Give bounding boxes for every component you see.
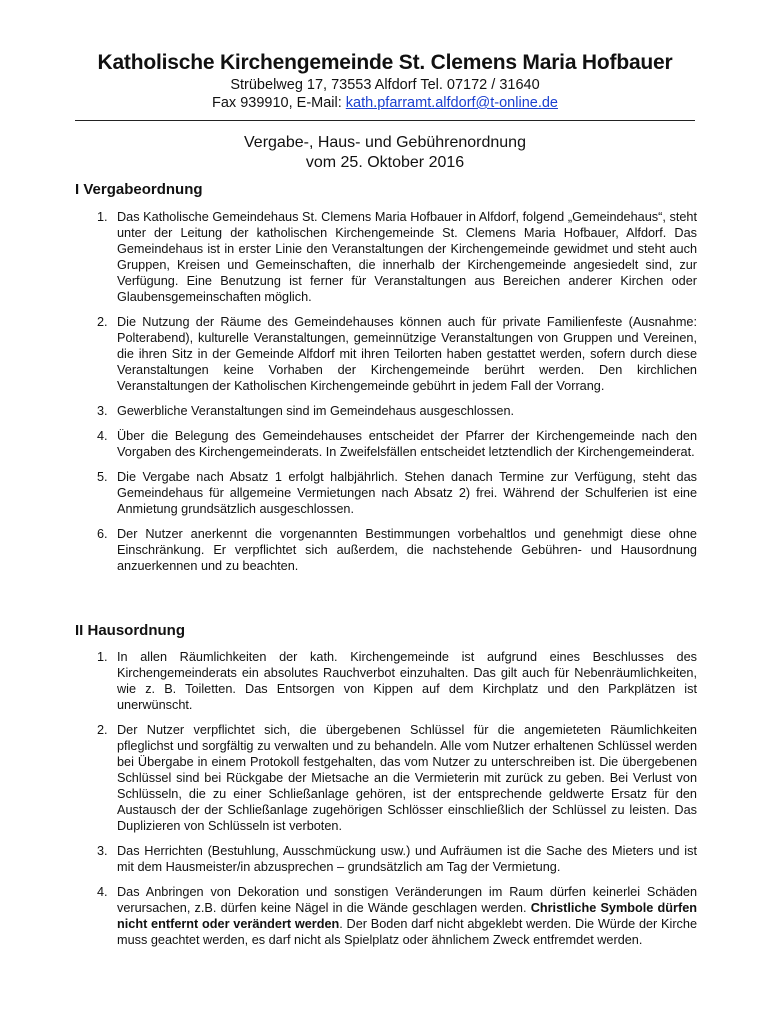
vergabeordnung-list <box>75 209 697 583</box>
document-title <box>75 133 695 173</box>
list-item <box>75 526 697 574</box>
item-number: 1. <box>97 210 108 224</box>
item-text: Das Katholische Gemeindehaus St. Clemens Maria Hofbauer in Alfdorf, folgend „Gemeindehaus“, steht unter der Leitung der katholischen Kirchengemeinde St. Clemens Maria Hofbauer, Alfdorf. Das Gemeindehaus ist in erster Linie den Veranstaltungen der Kirchengemeinde gewidmet und steht auch Gruppen, Kreisen und Gemeinschaften, die innerhalb der Kirchengemeinde angesiedelt sind, zur Verfügung. Eine Benutzung ist ferner für Veranstaltungen aus Bereichen anderer Kirchen oder Glaubensgemeinschaften möglich. <box>117 210 697 304</box>
item-number: 2. <box>97 315 108 329</box>
list-item <box>75 469 697 517</box>
item-number: 5. <box>97 470 108 484</box>
item-number: 1. <box>97 650 108 664</box>
list-item <box>75 649 697 713</box>
list-item <box>75 314 697 394</box>
item-text: Gewerbliche Veranstaltungen sind im Gemeindehaus ausgeschlossen. <box>117 404 515 418</box>
header-divider <box>75 120 695 121</box>
address-line: Strübelweg 17, 73553 Alfdorf Tel. 07172 / 31640 <box>230 77 540 93</box>
contact-line <box>75 94 695 112</box>
item-text: Über die Belegung des Gemeindehauses entscheidet der Pfarrer der Kirchengemeinde nach den Vorgaben des Kirchengemeinderats. In Zweifelsfällen entscheidet letztendlich der Kirchengemeinderat. <box>117 429 697 459</box>
item-text: In allen Räumlichkeiten der kath. Kirchengemeinde ist aufgrund eines Beschlusses des Kirchengemeinderats ein absolutes Rauchverbot einzuhalten. Das gilt auch für Nebenräumlichkeiten, wie z. B. Toiletten. Das Entsorgen von Kippen auf dem Kirchplatz und den Parkplätzen ist unerwünscht. <box>117 650 697 712</box>
list-item <box>75 843 697 875</box>
item-text-after: . Der Boden darf nicht abgeklebt werden. Die Würde der Kirche muss geachtet werden, es darf nicht als Spielplatz oder ähnlichem Zweck entfremdet werden. <box>117 917 697 947</box>
list-item <box>75 403 697 419</box>
item-text: Das Herrichten (Bestuhlung, Ausschmückung usw.) und Aufräumen ist die Sache des Mieters und ist mit dem Hausmeister/in abzusprechen – grundsätzlich am Tag der Vermietung. <box>117 844 697 874</box>
item-text: Die Vergabe nach Absatz 1 erfolgt halbjährlich. Stehen danach Termine zur Verfügung, steht das Gemeindehaus für allgemeine Vermietungen nach Absatz 2) frei. Während der Schulferien ist eine Anmietung grundsätzlich ausgeschlossen. <box>117 470 697 516</box>
item-number: 3. <box>97 844 108 858</box>
item-text: Die Nutzung der Räume des Gemeindehauses können auch für private Familienfeste (Ausnahme: Polterabend), kulturelle Veranstaltungen, gemeinnützige Veranstaltungen von Gruppen und Vereinen, die ihren Sitz in der Gemeinde Alfdorf mit ihren Teilorten haben gestattet werden, sofern durch diese Veranstaltungen keine Vorhaben der Kirchengemeinde berührt werden. Den kirchlichen Veranstaltungen der Katholischen Kirchengemeinde gebührt in jedem Fall der Vorrang. <box>117 315 697 393</box>
item-text: Der Nutzer anerkennt die vorgenannten Bestimmungen vorbehaltlos und genehmigt diese ohne Einschränkung. Er verpflichtet sich außerdem, die nachstehende Gebühren- und Hausordnung anzuerkennen und zu beachten. <box>117 527 697 573</box>
email-link[interactable]: kath.pfarramt.alfdorf@t-online.de <box>345 95 558 111</box>
title-line-2: vom 25. Oktober 2016 <box>305 154 465 171</box>
item-text: Der Nutzer verpflichtet sich, die übergebenen Schlüssel für die angemieteten Räumlichkeiten pfleglichst und sorgfältig zu verwalten und zu behandeln. Alle vom Nutzer erhaltenen Schlüssel werden bei Übergabe in einem Protokoll festgehalten, das vom Nutzer zu unterschreiben ist. Die übergebenen Schlüssel sind bei Rückgabe der Mietsache an die Vermieterin mit zurück zu geben. Bei Verlust von Schlüsseln, die zu einer Schließanlage gehören, ist der entsprechende geldwerte Ersatz für den Austausch der der Schließanlage zugehörigen Schlösser einschließlich der Schlüssel zu leisten. Das Duplizieren von Schlüsseln ist verboten. <box>117 723 697 833</box>
list-item <box>75 428 697 460</box>
item-number: 3. <box>97 404 108 418</box>
item-text-before: Das Anbringen von Dekoration und sonstigen Veränderungen im Raum dürfen keinerlei Schäden verursachen, z.B. dürfen keine Nägel in die Wände geschlagen werden. <box>117 885 697 915</box>
item-text-bold: Christliche Symbole dürfen nicht entfernt oder verändert werden <box>117 901 698 931</box>
section-heading-vergabeordnung: I Vergabeordnung <box>75 181 203 198</box>
organization-name: Katholische Kirchengemeinde St. Clemens Maria Hofbauer <box>97 51 673 74</box>
list-item <box>75 722 697 834</box>
item-number: 4. <box>97 429 108 443</box>
item-number: 4. <box>97 885 108 899</box>
title-line-1: Vergabe-, Haus- und Gebührenordnung <box>244 134 526 151</box>
item-number: 6. <box>97 527 108 541</box>
fax-label: Fax 939910, E-Mail: <box>212 95 346 111</box>
item-number: 2. <box>97 723 108 737</box>
list-item <box>75 884 697 948</box>
letterhead <box>75 50 695 112</box>
hausordnung-list <box>75 649 697 957</box>
section-heading-hausordnung: II Hausordnung <box>75 622 185 639</box>
list-item <box>75 209 697 305</box>
